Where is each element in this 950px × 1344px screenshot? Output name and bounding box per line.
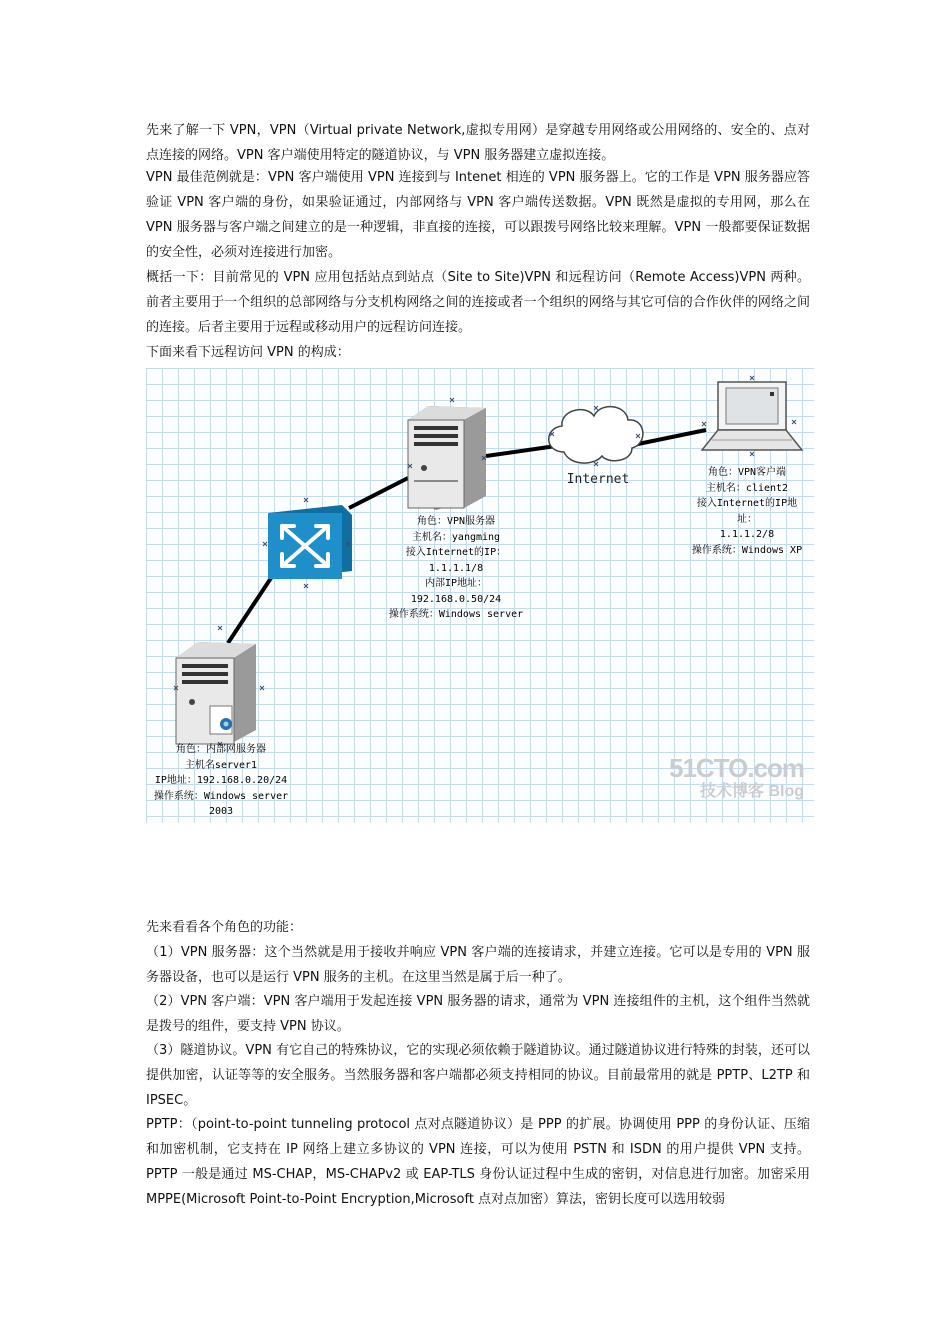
watermark-blog: Blog (768, 783, 804, 800)
link-internet-client (638, 430, 706, 444)
link-server-internet (486, 446, 556, 456)
server-role: 角色：VPN服务器 (416, 516, 496, 527)
server-internal-ip: 192.168.0.50/24 (410, 593, 502, 605)
role-vpn-server: （1）VPN 服务器：这个当然就是用于接收并响应 VPN 客户端的连接请求，并建立连接。它可以是专用的 VPN 服务器设备，也可以是运行 VPN 服务的主机。在这里当然是属于后一种了。 (146, 945, 810, 985)
vpn-server-icon (408, 406, 486, 510)
intro-paragraph-1: 先来了解一下 VPN，VPN（Virtual private Network,虚拟专用网）是穿越专用网络或公用网络的、安全的、点对点连接的网络。VPN 客户端使用特定的隧道协议，与 VPN 服务器建立虚拟连接。 (146, 123, 810, 163)
internet-label: Internet (566, 472, 630, 487)
role-tunnel-protocol: （3）隧道协议。VPN 有它自己的特殊协议，它的实现必须依赖于隧道协议。通过隧道协议进行特殊的封装，还可以提供加密，认证等等的安全服务。当然服务器和客户端都必须支持相同的协议。目前最常用的就是 PPTP、L2TP 和 IPSEC。 (146, 1043, 810, 1108)
intro-paragraph-2: VPN 最佳范例就是：VPN 客户端使用 VPN 连接到与 Intenet 相连的 VPN 服务器上。它的工作是 VPN 服务器应答验证 VPN 客户端的身份，如果验证通过，内部网络与 VPN 客户端传送数据。VPN 既然是虚拟的专用网，那么在 VPN 服务器与客户端之间建立的是一种逻辑，非直接的连接，可以跟拨号网络比较来理解。VPN 一般都要保证数据的安全性，必须对连接进行加密。 (146, 170, 810, 260)
inner-ip: IP地址：192.168.0.20/24 (154, 775, 288, 786)
server-external-ip: 1.1.1.1/8 (428, 562, 484, 574)
watermark (664, 753, 804, 801)
link-switch-server (349, 478, 408, 508)
switch-icon (268, 505, 352, 579)
pptp-paragraph: PPTP：（point-to-point tunneling protocol 点对点隧道协议）是 PPP 的扩展。协调使用 PPP 的身份认证、压缩和加密机制，它支持在 IP 网络上建立多协议的 VPN 连接，可以为使用 PSTN 和 ISDN 的用户提供 VPN 支持。PPTP 一般是通过 MS-CHAP，MS-CHAPv2 或 EAP-TLS 身份认证过程中生成的密钥，对信息进行加密。加密采用 MPPE(Microsoft Point-to-Point Encryption,Microsoft 点对点加密）算法，密钥长度可以选用较弱 (146, 1117, 810, 1207)
role-vpn-client: （2）VPN 客户端：VPN 客户端用于发起连接 VPN 服务器的请求，通常为 VPN 连接组件的主机，这个组件当然就是拨号的组件，要支持 VPN 协议。 (146, 994, 810, 1034)
client-ip-label-cont: 址： (737, 513, 757, 525)
inner-hostname: 主机名server1 (184, 759, 258, 771)
inner-role: 角色：内部网服务器 (176, 744, 266, 755)
vpn-client-label (682, 465, 812, 558)
inner-os: 操作系统：Windows server (153, 790, 289, 802)
server-external-ip-label: 接入Internet的IP： (405, 547, 507, 558)
intro-paragraph-3: 概括一下：目前常见的 VPN 应用包括站点到站点（Site to Site)VPN 和远程访问（Remote Access)VPN 两种。前者主要用于一个组织的总部网络与分支机构网络之间的连接或者一个组织的网络与其它可信的合作伙伴的网络之间的连接。后者主要用于远程或移动用户的远程访问连接。 (146, 270, 810, 335)
intro-paragraph-4: 下面来看下远程访问 VPN 的构成： (146, 345, 350, 360)
client-ip: 1.1.1.2/8 (719, 529, 775, 540)
link-inner-switch (228, 578, 271, 643)
watermark-tag: 技术博客 (699, 783, 764, 800)
watermark-tagline (664, 783, 804, 801)
internal-server-icon (176, 642, 256, 744)
watermark-site: 51CTO.com (668, 753, 804, 783)
server-hostname: 主机名：yangming (411, 531, 501, 543)
server-internal-ip-label: 内部IP地址： (424, 578, 488, 589)
client-hostname: 主机名：client2 (705, 482, 789, 494)
inner-server-label (146, 742, 296, 820)
client-os: 操作系统：Windows XP (691, 544, 803, 556)
vpn-server-label (356, 514, 556, 623)
internet-cloud-icon (549, 407, 643, 463)
vpn-topology-diagram (146, 368, 814, 823)
server-os: 操作系统：Windows server (388, 609, 524, 620)
inner-os-version: 2003 (208, 806, 234, 817)
roles-heading: 先来看看各个角色的功能： (146, 920, 303, 935)
vpn-client-laptop-icon (702, 382, 802, 450)
client-role: 角色：VPN客户端 (707, 467, 787, 478)
client-ip-label: 接入Internet的IP地 (696, 498, 798, 509)
